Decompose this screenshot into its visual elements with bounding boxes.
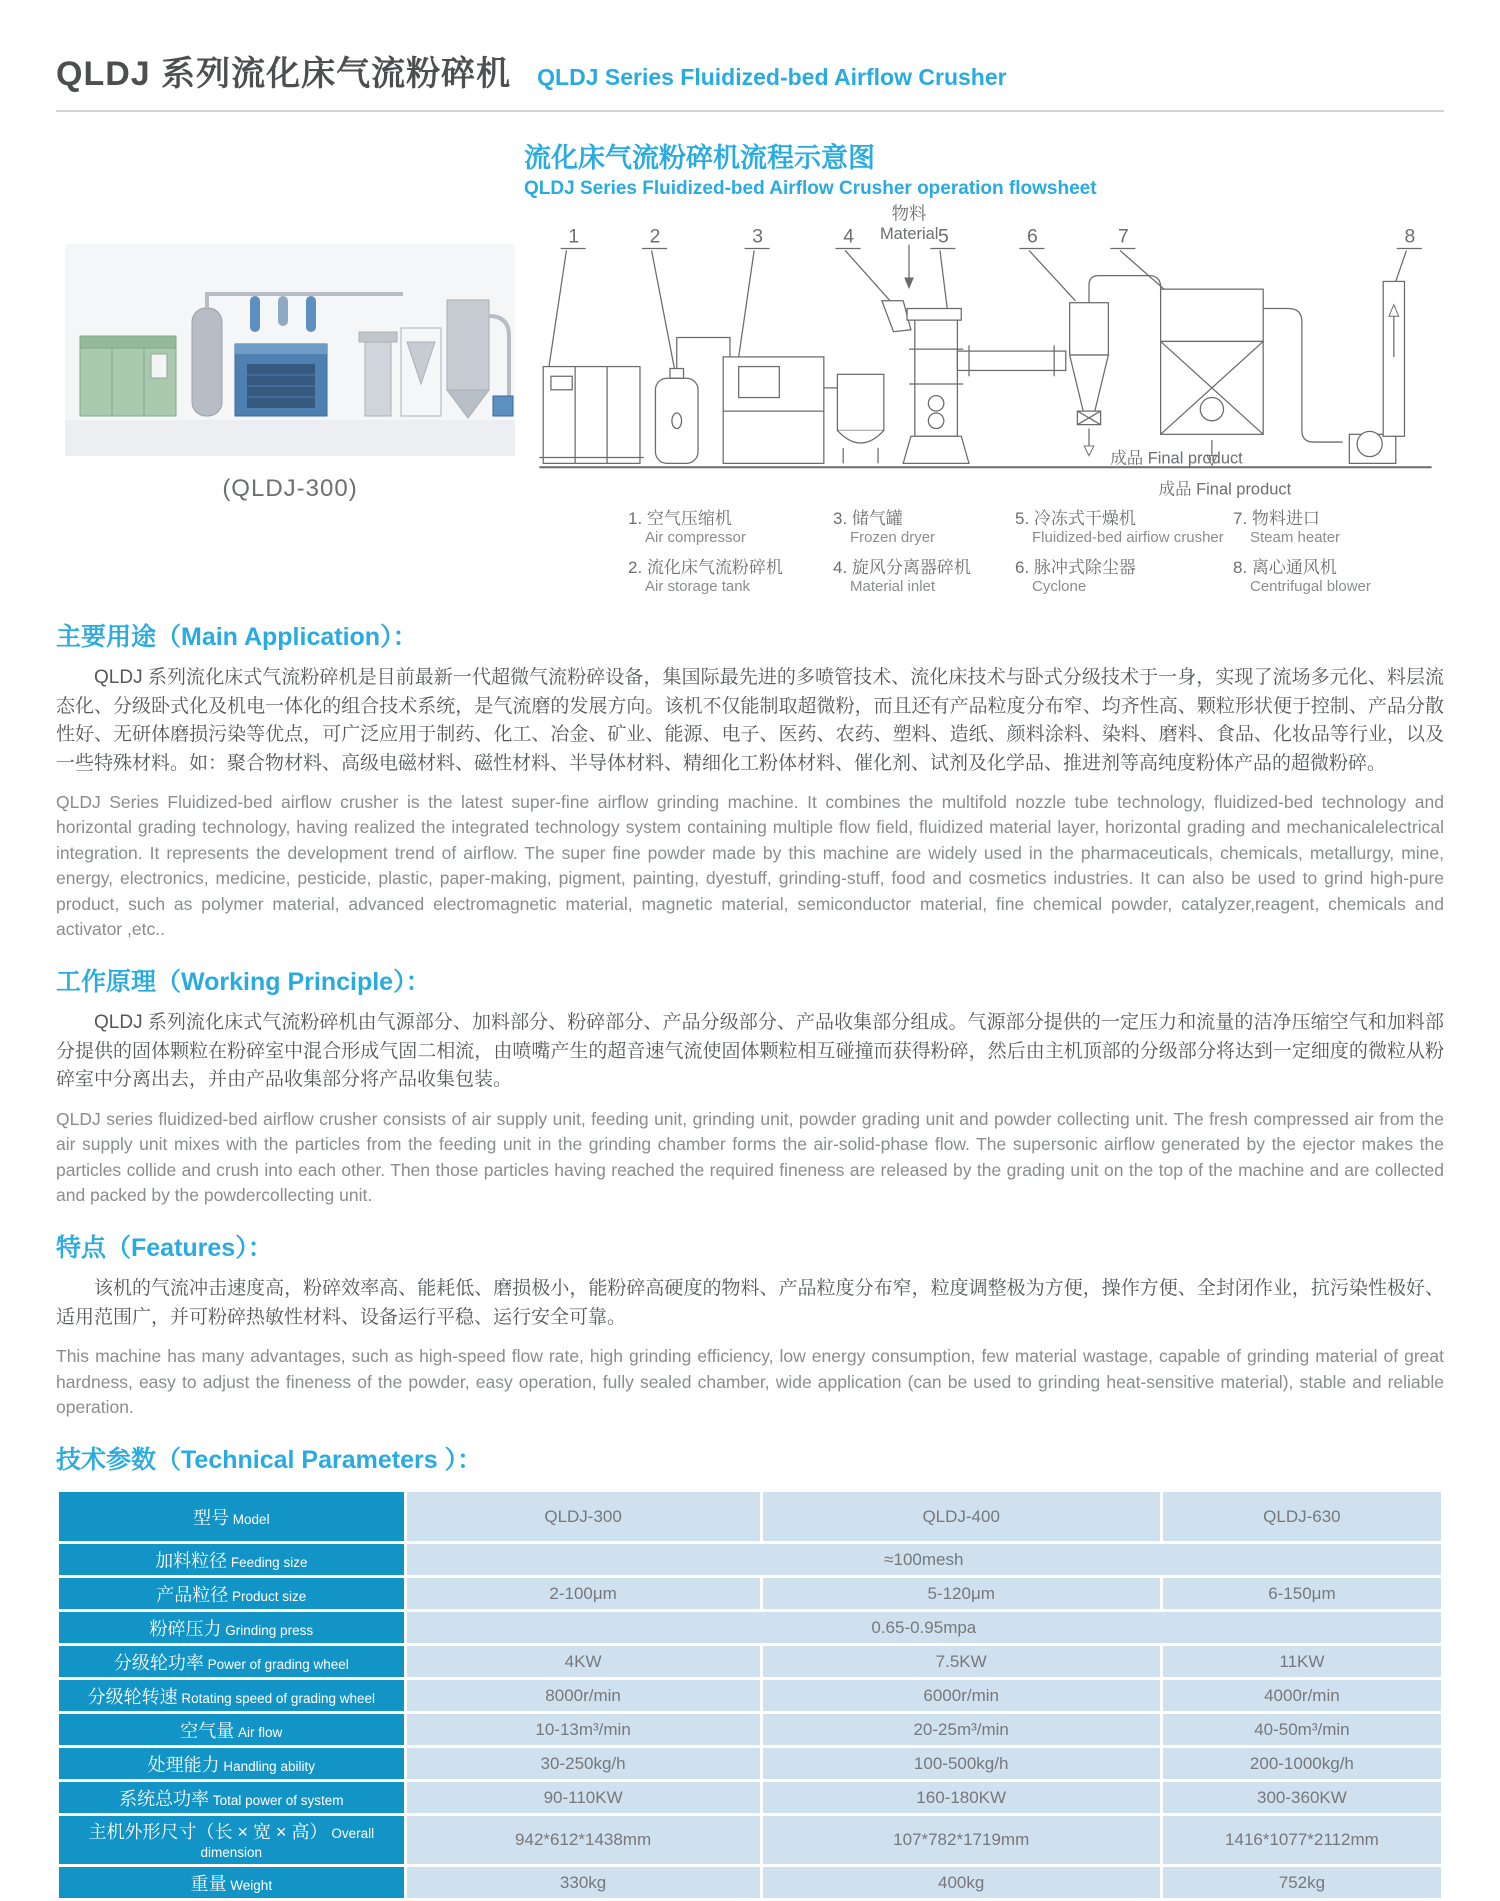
photo-dryer (235, 344, 327, 416)
page-header (56, 0, 1444, 112)
svg-text:8: 8 (1404, 225, 1416, 248)
working-principle-text-en: QLDJ series fluidized-bed airflow crusher consists of air supply unit, feeding unit, grinding unit, powder grading unit and powder collecting unit. The fresh compressed air from the air supply unit mixes with the particles from the feeding unit in the grinding chamber forms the air-solid-phase flow. The supersonic airflow generated by the ejector makes the particles collide and crush into each other. Then those particles having reached the required fineness are released by the grading unit on the top of the machine and are collected and packed by the powdercollecting unit. (56, 1108, 1444, 1205)
features-heading: 特点（Features）： (56, 1234, 273, 1263)
svg-text:2: 2 (649, 225, 661, 248)
photo-crusher (359, 332, 397, 416)
row-label-cn: 粉碎压力 (149, 1618, 222, 1639)
table-row (58, 1679, 1443, 1713)
row-label-en: Weight (226, 1877, 273, 1893)
svg-text:7: 7 (1118, 225, 1129, 248)
svg-text:4: 4 (843, 225, 854, 248)
photo-air-compressor (80, 336, 176, 416)
legend-item (1015, 508, 1233, 548)
row-label-cn: 型号 (193, 1507, 230, 1528)
flow-diagram (524, 204, 1444, 504)
row-label-en: Total power of system (209, 1792, 344, 1808)
flowsheet-title-cn: 流化床气流粉碎机流程示意图 (524, 143, 875, 173)
legend-item-en: Centrifugal blower (1250, 578, 1371, 596)
row-value: 752kg (1161, 1866, 1442, 1900)
row-label-cn: 处理能力 (147, 1754, 220, 1775)
flowsheet-section (56, 136, 1444, 597)
row-label-cn: 分级轮功率 (113, 1652, 204, 1673)
row-value: 10-13m³/min (405, 1713, 761, 1747)
row-label (58, 1645, 406, 1679)
table-row (58, 1491, 1443, 1543)
row-value: 7.5KW (761, 1645, 1161, 1679)
final-product-label-1: 成品 Final product (1110, 449, 1243, 468)
working-principle-heading: 工作原理（Working Principle）： (56, 968, 431, 997)
legend-item-en: Steam heater (1250, 529, 1341, 547)
legend-item-cn: 3. 储气罐 (833, 509, 903, 528)
connecting-pipe-drawing (957, 345, 1065, 376)
legend-item-cn: 1. 空气压缩机 (628, 509, 732, 528)
table-row (58, 1611, 1443, 1645)
table-row (58, 1543, 1443, 1577)
page-title-en: QLDJ Series Fluidized-bed Airflow Crusher (537, 64, 1007, 90)
page-title-cn: QLDJ 系列流化床气流粉碎机 (56, 55, 512, 93)
svg-text:Material: Material (879, 224, 939, 243)
photo-caption: (QLDJ-300) (222, 475, 358, 502)
row-label-cn: 重量 (190, 1873, 227, 1894)
row-label-cn: 空气量 (180, 1720, 235, 1741)
column-header-model: QLDJ-300 (405, 1491, 761, 1543)
row-value: 942*612*1438mm (405, 1815, 761, 1866)
legend-item (833, 557, 1015, 597)
column-header-model: QLDJ-630 (1161, 1491, 1442, 1543)
parameters-table-body (58, 1491, 1443, 1900)
row-value: 200-1000kg/h (1161, 1747, 1442, 1781)
legend-item-en: Frozen dryer (850, 529, 936, 547)
legend-item-cn: 6. 脉冲式除尘器 (1015, 558, 1136, 577)
column-header-model: QLDJ-400 (761, 1491, 1161, 1543)
legend-item (628, 508, 833, 548)
material-label (880, 203, 938, 289)
legend-item-cn: 2. 流化床气流粉碎机 (628, 558, 783, 577)
legend-item (833, 508, 1015, 548)
features-text-en: This machine has many advantages, such as high-speed flow rate, high grinding efficiency, low energy consumption, few material wastage, capable of grinding material of great hardness, easy to adjust the fineness of the powder, easy operation, fully sealed chamber, wide application (can be used to grinding heat-sensitive material), stable and reliable operation. (56, 1346, 1444, 1417)
table-row (58, 1815, 1443, 1866)
air-compressor-drawing (539, 367, 644, 464)
row-label (58, 1491, 406, 1543)
callout-3 (739, 226, 770, 357)
features-text-cn: 该机的气流冲击速度高，粉碎效率高、能耗低、磨损极小，能粉碎高硬度的物料、产品粒度分布窄，粒度调整极为方便，操作方便、全封闭作业，抗污染性极好、适用范围广，并可粉碎热敏性材料、设备运行平稳、运行安全可靠。 (56, 1278, 1444, 1328)
row-label-en: Rotating speed of grading wheel (177, 1690, 375, 1706)
crusher-drawing (882, 301, 969, 464)
row-value: 5-120μm (761, 1577, 1161, 1611)
row-value-merged: ≈100mesh (405, 1543, 1442, 1577)
table-row (58, 1577, 1443, 1611)
row-label-cn: 分级轮转速 (87, 1686, 178, 1707)
table-row (58, 1781, 1443, 1815)
legend-item-en: Air storage tank (645, 578, 751, 596)
svg-text:1: 1 (568, 225, 580, 248)
row-label (58, 1543, 406, 1577)
row-label-en: Feeding size (227, 1554, 308, 1570)
section-working-principle (56, 962, 1444, 1208)
photo-floor (65, 420, 515, 456)
svg-text:6: 6 (1027, 225, 1038, 248)
row-label (58, 1713, 406, 1747)
svg-text:5: 5 (938, 225, 949, 248)
legend-item (1233, 557, 1444, 597)
table-row (58, 1645, 1443, 1679)
row-label-en: Air flow (234, 1724, 283, 1740)
row-label (58, 1611, 406, 1645)
row-value: 6-150μm (1161, 1577, 1442, 1611)
row-label-cn: 主机外形尺寸（长 × 宽 × 高） (88, 1822, 328, 1843)
flow-diagram-column (524, 136, 1444, 597)
row-label-en: Power of grading wheel (203, 1656, 349, 1672)
row-label-cn: 加料粒径 (155, 1550, 228, 1571)
svg-text:物料: 物料 (891, 203, 927, 224)
row-label (58, 1866, 406, 1900)
technical-parameters-heading: 技术参数（Technical Parameters ）： (56, 1446, 483, 1475)
row-value: 90-110KW (405, 1781, 761, 1815)
row-label-en: Product size (228, 1588, 307, 1604)
row-value: 30-250kg/h (405, 1747, 761, 1781)
row-label-cn: 产品粒径 (156, 1584, 229, 1605)
row-value: 2-100μm (405, 1577, 761, 1611)
legend-item (1233, 508, 1444, 548)
row-value: 300-360KW (1161, 1781, 1442, 1815)
main-application-text-en: QLDJ Series Fluidized-bed airflow crusher is the latest super-fine airflow grinding machine. It combines the multifold nozzle tube technology, fluidized-bed technology and horizontal grading technology, having realized the integrated technology system containing multiple flow field, fluidized material layer, horizontal grading and mechanicalelectrical integration. It represents the development trend of airflow. The super fine powder made by this machine are widely used in the pharmaceuticals, chemicals, metallurgy, mine, energy, electronics, medicine, pesticide, plastic, paper-making, pigment, painting, dyestuff, grinding-stuff, food and cosmetics industries. It can also be used to grind high-pure product, such as polymer material, advanced electromagnetic material, magnetic material, semiconductor material, fine chemical powder, catalyzer,reagent, chemicals and activator ,etc.. (56, 792, 1444, 939)
row-value: 100-500kg/h (761, 1747, 1161, 1781)
legend-item-en: Cyclone (1032, 578, 1087, 596)
legend-item-cn: 7. 物料进口 (1233, 509, 1320, 528)
row-label (58, 1679, 406, 1713)
legend-item (1015, 557, 1233, 597)
callout-1 (549, 226, 586, 367)
photo-storage-tank (192, 308, 222, 416)
legend-item-en: Air compressor (645, 529, 746, 547)
row-value: 160-180KW (761, 1781, 1161, 1815)
product-photo (65, 244, 515, 456)
table-row (58, 1713, 1443, 1747)
legend-item (628, 557, 833, 597)
final-product-label-2: 成品 Final product (1158, 480, 1292, 499)
dust-collector-drawing (1161, 289, 1343, 465)
main-application-heading: 主要用途（Main Application）： (56, 623, 418, 651)
callout-8 (1396, 226, 1422, 282)
parameters-table (56, 1489, 1444, 1901)
row-label-en: Overall dimension (200, 1826, 375, 1861)
row-value: 330kg (405, 1866, 761, 1900)
row-value: 8000r/min (405, 1679, 761, 1713)
row-label (58, 1815, 406, 1866)
callout-6 (1019, 226, 1075, 301)
table-row (58, 1866, 1443, 1900)
row-label-cn: 系统总功率 (119, 1788, 210, 1809)
legend-item-cn: 5. 冷冻式干燥机 (1015, 509, 1136, 528)
row-label (58, 1577, 406, 1611)
row-label-en: Model (229, 1511, 270, 1527)
row-value: 4KW (405, 1645, 761, 1679)
row-value: 4000r/min (1161, 1679, 1442, 1713)
section-main-application (56, 617, 1444, 942)
row-value: 107*782*1719mm (761, 1815, 1161, 1866)
row-value: 6000r/min (761, 1679, 1161, 1713)
blower-drawing (1349, 281, 1404, 463)
row-value: 20-25m³/min (761, 1713, 1161, 1747)
section-features (56, 1228, 1444, 1420)
photo-blower (493, 396, 513, 416)
row-value: 11KW (1161, 1645, 1442, 1679)
main-application-text-cn: QLDJ 系列流化床式气流粉碎机是目前最新一代超微气流粉碎设备，集国际最先进的多喷管技术、流化床技术与卧式分级技术于一身，实现了流场多元化、料层流态化、分级卧式化及机电一体化的组合技术系统，是气流磨的发展方向。该机不仅能制取超微粉，而且还有产品粒度分布窄、均齐性高、颗粒形状便于控制、产品分散性好、无研体磨损污染等优点，可广泛应用于制药、化工、冶金、矿业、能源、电子、医药、农药、塑料、造纸、颜料涂料、染料、磨料、食品、化妆品等行业，以及一些特殊材料。如：聚合物材料、高级电磁材料、磁性材料、半导体材料、精细化工粉体材料、催化剂、试剂及化学品、推进剂等高纯度粉体产品的超微粉碎。 (56, 667, 1444, 774)
material-arrow-icon (904, 278, 914, 290)
flowsheet-legend (524, 508, 1444, 597)
product-photo-column (56, 136, 524, 597)
legend-item-en: Material inlet (850, 578, 936, 596)
legend-item-en: Fluidized-bed airfiow crusher (1032, 529, 1224, 547)
row-label (58, 1781, 406, 1815)
row-label-en: Grinding press (221, 1622, 314, 1638)
svg-text:3: 3 (752, 225, 763, 248)
row-value-merged: 0.65-0.95mpa (405, 1611, 1442, 1645)
legend-item-cn: 8. 离心通风机 (1233, 558, 1337, 577)
flowsheet-title-en: QLDJ Series Fluidized-bed Airflow Crusher operation flowsheet (524, 178, 1097, 199)
table-row (58, 1747, 1443, 1781)
air-storage-tank-drawing (655, 338, 730, 464)
dome-vessel-drawing (837, 374, 883, 463)
row-label-en: Handling ability (219, 1758, 315, 1774)
row-label (58, 1747, 406, 1781)
callout-2 (642, 226, 675, 371)
section-technical-parameters (56, 1440, 1444, 1901)
working-principle-text-cn: QLDJ 系列流化床式气流粉碎机由气源部分、加料部分、粉碎部分、产品分级部分、产品收集部分组成。气源部分提供的一定压力和流量的洁净压缩空气和加料部分提供的固体颗粒在粉碎室中混合形成气固二相流，由喷嘴产生的超音速气流使固体颗粒相互碰撞而获得粉碎，然后由主机顶部的分级部分将达到一定细度的微粒从粉碎室中分离出去，并由产品收集部分将产品收集包装。 (56, 1012, 1444, 1091)
cyclone-drawing (1070, 276, 1161, 456)
row-value: 40-50m³/min (1161, 1713, 1442, 1747)
row-value: 400kg (761, 1866, 1161, 1900)
legend-item-cn: 4. 旋风分离器碎机 (833, 558, 971, 577)
row-value: 1416*1077*2112mm (1161, 1815, 1442, 1866)
frozen-dryer-drawing (723, 357, 851, 463)
